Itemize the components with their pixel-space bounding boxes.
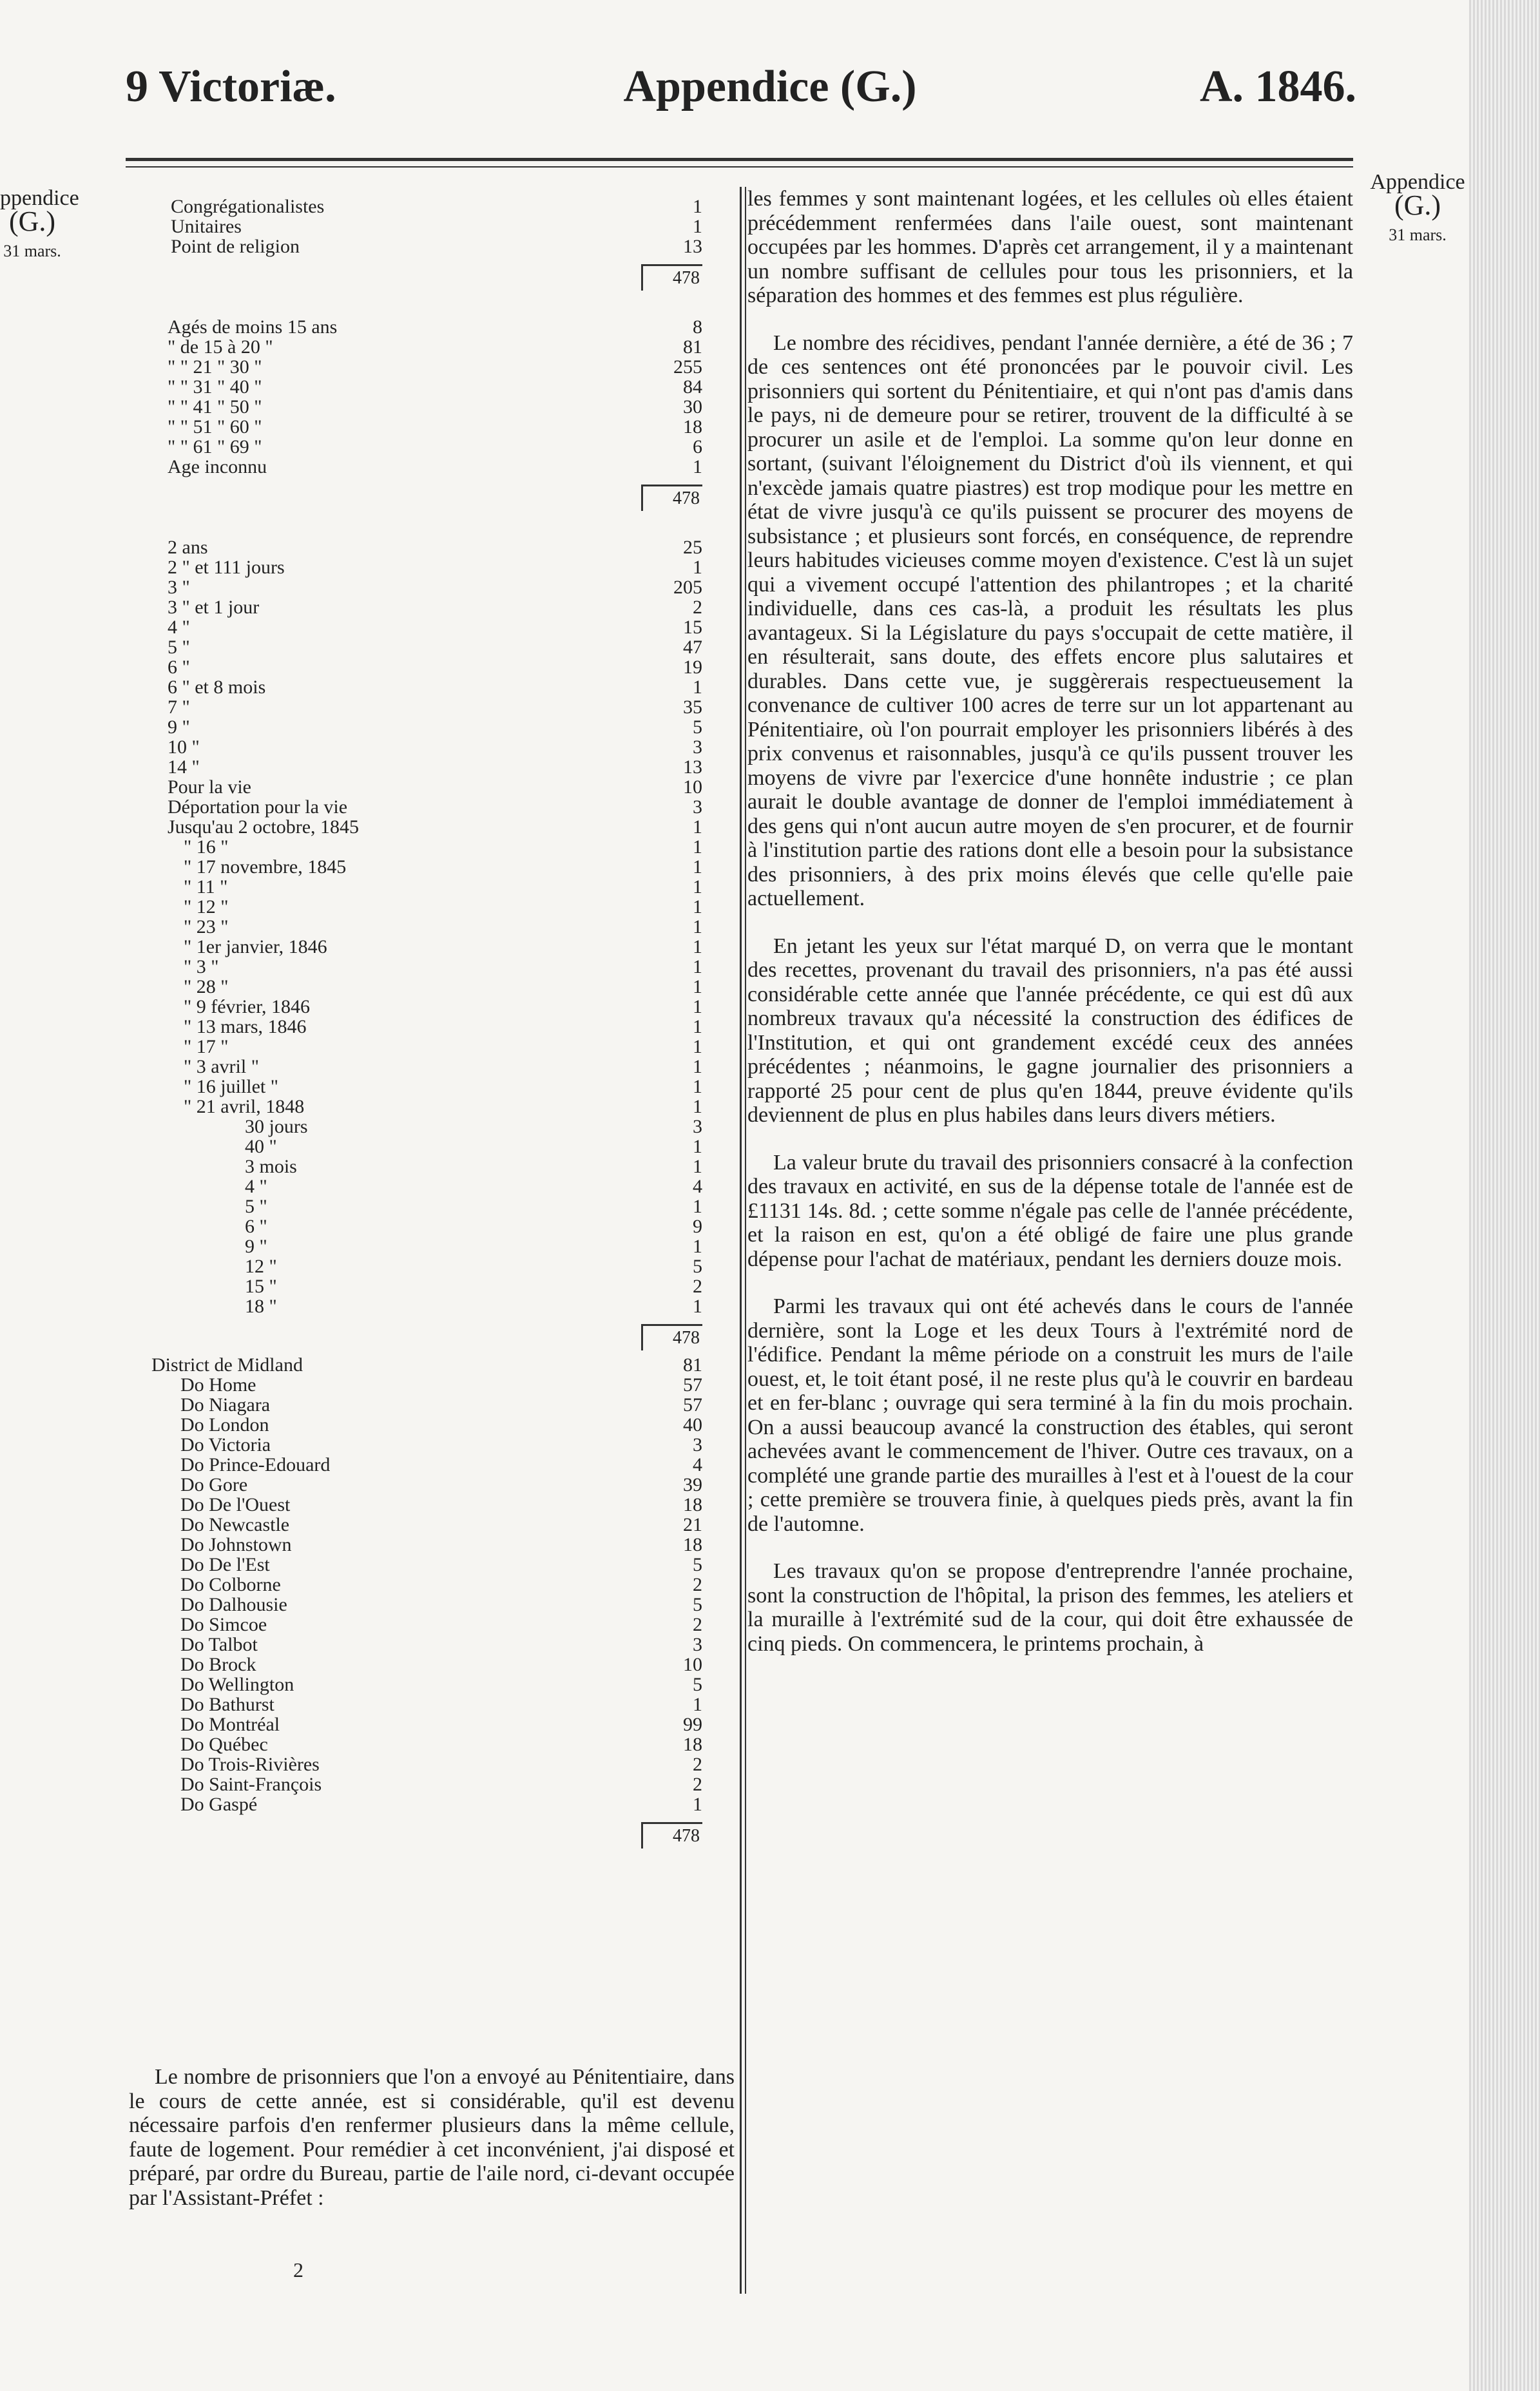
row-label: Do De l'Ouest (180, 1494, 291, 1515)
row-label: Do Gore (180, 1474, 248, 1495)
header-right: A. 1846. (1199, 62, 1356, 111)
row-label: 12 " (245, 1256, 277, 1277)
row-label: Pour la vie (168, 776, 251, 798)
table-row (148, 677, 702, 697)
row-label: " 16 " (184, 836, 229, 858)
row-label: Déportation pour la vie (168, 796, 348, 818)
row-value: 5 (693, 1256, 702, 1277)
row-value: 2 (693, 1754, 702, 1775)
row-label: 40 " (245, 1136, 277, 1157)
row-label: Age inconnu (168, 456, 267, 477)
row-value: 255 (673, 356, 702, 378)
row-label: Do Newcastle (180, 1514, 290, 1535)
row-label: Do Trois-Rivières (180, 1754, 320, 1775)
row-value: 35 (683, 696, 702, 718)
row-value: 1 (693, 1036, 702, 1057)
row-label: " 21 avril, 1848 (184, 1096, 305, 1117)
page-number: 2 (293, 2258, 303, 2281)
row-value: 15 (683, 617, 702, 638)
margin-note-right-date: 31 mars. (1389, 226, 1447, 244)
row-label: 7 " (168, 696, 190, 718)
row-label: Do Simcoe (180, 1614, 267, 1635)
row-value: 99 (683, 1714, 702, 1735)
row-label: Do Johnstown (180, 1534, 292, 1555)
table-row (148, 417, 702, 437)
left-paragraph: Le nombre de prisonniers que l'on a envoyé au Pénitentiaire, dans le cours de cette année, est si considérable, qu'il est devenu nécessaire parfois d'en renfermer plusieurs dans la même cellule, faute de logement. Pour remédier à cet inconvénient, j'ai disposé et préparé, par ordre du Bureau, partie de l'aile nord, ci-devant occupée par l'Assistant-Préfet : (129, 2065, 735, 2210)
row-label: " 13 mars, 1846 (184, 1016, 307, 1037)
row-value: 1 (693, 816, 702, 838)
row-label: " 16 juillet " (184, 1076, 278, 1097)
row-value: 1 (693, 896, 702, 917)
table-row (148, 1495, 702, 1515)
row-value: 4 (693, 1454, 702, 1475)
row-label: 3 mois (245, 1156, 297, 1177)
row-value: 10 (683, 776, 702, 798)
table-row (148, 1535, 702, 1555)
table-row (148, 617, 702, 637)
table-row (148, 557, 702, 577)
row-value: 3 (693, 1116, 702, 1137)
table-row (148, 1296, 702, 1316)
row-value: 2 (693, 1276, 702, 1297)
row-label: " 11 " (184, 876, 228, 898)
table-row (148, 597, 702, 617)
row-label: " 1er janvier, 1846 (184, 936, 327, 957)
paragraph-4: La valeur brute du travail des prisonniers consacré à la confection des travaux en activité, en sus de la dépense totale de l'année est de £1131 14s. 8d. ; cette somme n'égale pas celle de l'année précédente, et la raison en est, qu'on a été obligé de faire une plus grande dépense pour l'achat de matériaux, pendant les derniers douze mois. (747, 1150, 1353, 1271)
table-row (148, 457, 702, 477)
table-row (148, 1635, 702, 1655)
row-value: 1 (693, 1136, 702, 1157)
row-value: 1 (693, 876, 702, 898)
table-row (148, 697, 702, 717)
table-row (148, 757, 702, 777)
row-label: " 9 février, 1846 (184, 996, 310, 1017)
row-label: Do Home (180, 1374, 256, 1396)
table-row (148, 1057, 702, 1077)
table-row (148, 797, 702, 817)
table-row (148, 1695, 702, 1714)
margin-note-right-line1: Appendice (1370, 170, 1465, 194)
row-label: Do De l'Est (180, 1554, 270, 1575)
table-row (148, 1435, 702, 1455)
row-value: 10 (683, 1654, 702, 1675)
row-label: 30 jours (245, 1116, 308, 1137)
ages-section (148, 317, 702, 477)
row-value: 25 (683, 537, 702, 558)
table-row (148, 737, 702, 757)
row-label: " 28 " (184, 976, 229, 997)
row-value: 18 (683, 1734, 702, 1755)
row-label: 5 " (168, 637, 190, 658)
row-value: 4 (693, 1176, 702, 1197)
row-value: 1 (693, 1076, 702, 1097)
table-row (148, 997, 702, 1017)
row-value: 5 (693, 1554, 702, 1575)
row-value: 81 (683, 1354, 702, 1376)
table-row (148, 1555, 702, 1575)
row-value: 1 (693, 1236, 702, 1257)
table-row (148, 377, 702, 397)
districts-section (148, 1355, 702, 1814)
table-row (148, 1196, 702, 1216)
table-row (148, 1256, 702, 1276)
table-row (148, 1415, 702, 1435)
table-row (148, 197, 702, 216)
header-rule-thin (126, 166, 1353, 168)
row-value: 3 (693, 1434, 702, 1455)
row-value: 18 (683, 1494, 702, 1515)
table-row (148, 1794, 702, 1814)
table-row (148, 1117, 702, 1137)
row-label: " " 31 " 40 " (168, 376, 262, 398)
row-label: " 3 " (184, 956, 219, 977)
row-label: District de Midland (151, 1354, 303, 1376)
table-row (148, 577, 702, 597)
row-value: 9 (693, 1216, 702, 1237)
table-row (148, 1017, 702, 1037)
table-row (148, 1675, 702, 1695)
row-label: 6 " et 8 mois (168, 677, 266, 698)
margin-note-left-line1: ppendice (0, 186, 79, 210)
row-value: 30 (683, 396, 702, 418)
table-row (148, 1097, 702, 1117)
table-row (148, 1236, 702, 1256)
table-row (148, 937, 702, 957)
row-label: 15 " (245, 1276, 277, 1297)
row-label: 9 " (168, 716, 190, 738)
row-label: Do Talbot (180, 1634, 258, 1655)
row-label: " 17 novembre, 1845 (184, 856, 347, 878)
margin-note-left-date: 31 mars. (3, 242, 61, 260)
row-label: " " 21 " 30 " (168, 356, 262, 378)
table-row (148, 1615, 702, 1635)
row-value: 84 (683, 376, 702, 398)
table-row (148, 657, 702, 677)
row-label: 5 " (245, 1196, 267, 1217)
row-value: 5 (693, 1594, 702, 1615)
row-label: " 12 " (184, 896, 229, 917)
row-value: 1 (693, 1016, 702, 1037)
religion-total: 478 (641, 264, 702, 291)
paragraph-2: Le nombre des récidives, pendant l'année dernière, a été de 36 ; 7 de ces sentences ont été prononcées par le pouvoir civil. Les prisonniers qui sortent du Pénitentiaire, et qui n'ont pas d'amis dans le pays, ni de demeure pour se retirer, trouvent de la difficulté à se procurer un asile et de l'emploi. La somme qu'on leur donne en sortant, (suivant l'éloignement du District d'où ils viennent, et qui n'excède jamais quatre piastres) est trop modique pour les mettre en état de vivre jusqu'à ce qu'ils puissent se procurer des moyens de subsistance ; et plusieurs sont forcés, en conséquence, de reprendre leurs habitudes vicieuses comme moyen d'existence. C'est là un sujet qui a vivement occupé l'attention des philantropes ; et la charité individuelle, dans ces cas-là, a produit les résultats les plus avantageux. Si la Législature du pays s'occupait de cette matière, il en résulterait, sans doute, des effets encore plus salutaires et durables. Dans cette vue, je suggèrerais respectueusement la convenance de cultiver 100 acres de terre sur un lot appartenant au Pénitentiaire, où l'on pourrait employer les prisonniers libérés à des prix convenus et raisonnables, jusqu'à ce qu'ils pussent trouver les moyens de vivre par l'exercice d'une honnête industrie ; ce plan aurait le double avantage de donner de l'emploi immédiatement à des gens qui n'ont aucun autre moyen de s'en procurer, et de fournir à l'institution partie des rations dont elle a besoin pour la subsistance des prisonniers, à des prix moins élevés que celle qu'elle paie actuellement. (747, 331, 1353, 910)
row-label: Do Colborne (180, 1574, 281, 1595)
row-value: 3 (693, 796, 702, 818)
sentences-total-row (148, 1316, 702, 1355)
row-label: Do Brock (180, 1654, 256, 1675)
row-label: Do London (180, 1414, 269, 1436)
row-value: 5 (693, 716, 702, 738)
row-value: 1 (693, 1794, 702, 1815)
row-label: 3 " et 1 jour (168, 597, 260, 618)
table-row (148, 957, 702, 977)
row-value: 1 (693, 1296, 702, 1317)
row-label: 6 " (245, 1216, 267, 1237)
table-row (148, 317, 702, 337)
table-row (148, 397, 702, 417)
row-label: 2 " et 111 jours (168, 557, 285, 578)
religion-section (148, 197, 702, 256)
row-label: Agés de moins 15 ans (168, 316, 338, 338)
row-value: 13 (683, 236, 702, 257)
row-value: 21 (683, 1514, 702, 1535)
row-label: Do Bathurst (180, 1694, 274, 1715)
row-value: 1 (693, 856, 702, 878)
paragraph-3: En jetant les yeux sur l'état marqué D, on verra que le montant des recettes, provenant du travail des prisonniers, n'a pas été aussi considérable cette année que l'année précédente, ce qui est dû aux nombreux travaux qu'a nécessité la construction des édifices de l'Institution, et qui ont grandement excédé ceux des années précédentes ; néanmoins, le gagne journalier des prisonniers a rapporté 25 pour cent de plus qu'en 1844, preuve évidente qu'ils deviennent de plus en plus habiles dans leurs divers métiers. (747, 934, 1353, 1127)
row-label: 10 " (168, 736, 200, 758)
row-label: 4 " (245, 1176, 267, 1197)
row-value: 39 (683, 1474, 702, 1495)
paragraph-5: Parmi les travaux qui ont été achevés dans le cours de l'année dernière, sont la Loge et les deux Tours à l'extrémité nord de l'édifice. Pendant la même période on a construit les murs de l'aile ouest, et, le toit étant posé, il ne reste plus qu'à le couvrir en bardeau et en fer-blanc ; ouvrage qui sera terminé à la fin du mois prochain. On a aussi beaucoup avancé la construction des étables, qui seront achevées avant le commencement de l'hiver. Outre ces travaux, on a complété une grande partie des murailles à l'est et à l'ouest de la cour ; cette première se trouvera finie, à quelques pieds près, avant la fin de l'automne. (747, 1294, 1353, 1536)
table-row (148, 1157, 702, 1176)
row-value: 205 (673, 577, 702, 598)
row-label: Congrégationalistes (171, 196, 325, 217)
row-value: 1 (693, 836, 702, 858)
table-row (148, 437, 702, 457)
row-value: 1 (693, 936, 702, 957)
row-value: 57 (683, 1374, 702, 1396)
row-value: 1 (693, 1096, 702, 1117)
table-row (148, 857, 702, 877)
districts-total-row (148, 1814, 702, 1853)
table-row (148, 837, 702, 857)
table-row (148, 216, 702, 236)
left-column-text (129, 2065, 735, 2210)
row-label: Do Niagara (180, 1394, 271, 1416)
row-value: 3 (693, 736, 702, 758)
row-label: Point de religion (171, 236, 300, 257)
table-row (148, 1375, 702, 1395)
table-row (148, 1575, 702, 1595)
table-row (148, 1515, 702, 1535)
scan-edge-shade (1469, 0, 1540, 2391)
row-label: Do Wellington (180, 1674, 294, 1695)
row-label: Do Gaspé (180, 1794, 258, 1815)
row-value: 2 (693, 1774, 702, 1795)
row-label: " " 61 " 69 " (168, 436, 262, 457)
row-label: Do Dalhousie (180, 1594, 287, 1615)
row-value: 1 (693, 1156, 702, 1177)
ages-total: 478 (641, 485, 702, 511)
table-row (148, 1655, 702, 1675)
row-value: 1 (693, 456, 702, 477)
districts-total: 478 (641, 1822, 702, 1848)
row-value: 13 (683, 756, 702, 778)
row-value: 6 (693, 436, 702, 457)
table-row (148, 236, 702, 256)
paragraph-1: les femmes y sont maintenant logées, et les cellules où elles étaient précédemment renfermées dans l'aile ouest, sont maintenant occupées par les hommes. D'après cet arrangement, il y a maintenant un nombre suffisant de cellules pour tous les prisonniers, et la séparation des hommes et des femmes est plus régulière. (747, 187, 1353, 307)
table-row (148, 897, 702, 917)
row-value: 1 (693, 677, 702, 698)
row-label: 6 " (168, 657, 190, 678)
row-value: 1 (693, 196, 702, 217)
table-row (148, 877, 702, 897)
header-left: 9 Victoriæ. (126, 62, 336, 111)
row-value: 40 (683, 1414, 702, 1436)
table-row (148, 1037, 702, 1057)
row-value: 1 (693, 216, 702, 237)
row-label: " de 15 à 20 " (168, 336, 273, 358)
sentences-total: 478 (641, 1324, 702, 1350)
row-value: 18 (683, 416, 702, 437)
sentences-section (148, 537, 702, 1316)
paragraph-6: Les travaux qu'on se propose d'entreprendre l'année prochaine, sont la construction de l'hôpital, la prison des femmes, les ateliers et la muraille à l'extrémité sud de la cour, qui doit être exhaussée de cinq pieds. On commencera, le printems prochain, à (747, 1559, 1353, 1656)
row-value: 1 (693, 1056, 702, 1077)
margin-note-right (1363, 171, 1472, 247)
header-rule (126, 158, 1353, 161)
table-row (148, 1216, 702, 1236)
row-label: " 23 " (184, 916, 229, 937)
religion-total-row (148, 256, 702, 295)
table-row (148, 717, 702, 737)
row-value: 5 (693, 1674, 702, 1695)
margin-note-left (0, 186, 79, 263)
row-value: 1 (693, 996, 702, 1017)
row-label: 18 " (245, 1296, 277, 1317)
row-label: " " 41 " 50 " (168, 396, 262, 418)
row-value: 81 (683, 336, 702, 358)
table-row (148, 1595, 702, 1615)
table-row (148, 1774, 702, 1794)
row-label: Do Saint-François (180, 1774, 322, 1795)
table-row (148, 1734, 702, 1754)
row-label: 14 " (168, 756, 200, 778)
table-row (148, 977, 702, 997)
column-divider (740, 187, 742, 2294)
table-row (148, 1176, 702, 1196)
row-label: 4 " (168, 617, 190, 638)
row-label: Do Victoria (180, 1434, 271, 1455)
row-value: 1 (693, 1196, 702, 1217)
row-label: 9 " (245, 1236, 267, 1257)
statistics-table (148, 197, 702, 1853)
row-value: 19 (683, 657, 702, 678)
row-value: 1 (693, 976, 702, 997)
row-label: 3 " (168, 577, 190, 598)
row-label: Do Montréal (180, 1714, 280, 1735)
row-value: 2 (693, 1614, 702, 1635)
row-value: 3 (693, 1634, 702, 1655)
row-label: " " 51 " 60 " (168, 416, 262, 437)
row-value: 1 (693, 557, 702, 578)
row-label: Do Prince-Edouard (180, 1454, 331, 1475)
row-label: 2 ans (168, 537, 208, 558)
ages-total-row (148, 477, 702, 515)
row-value: 18 (683, 1534, 702, 1555)
row-value: 2 (693, 1574, 702, 1595)
row-label: " 17 " (184, 1036, 229, 1057)
table-row (148, 1276, 702, 1296)
row-label: " 3 avril " (184, 1056, 259, 1077)
table-row (148, 917, 702, 937)
column-divider-thin (745, 187, 746, 2294)
row-value: 1 (693, 956, 702, 977)
table-row (148, 337, 702, 357)
row-value: 1 (693, 916, 702, 937)
right-column-text (747, 187, 1353, 1679)
table-row (148, 1395, 702, 1415)
table-row (148, 1754, 702, 1774)
table-row (148, 777, 702, 797)
table-row (148, 1475, 702, 1495)
table-row (148, 537, 702, 557)
table-row (148, 1355, 702, 1375)
table-row (148, 1455, 702, 1475)
table-row (148, 1137, 702, 1157)
row-label: Jusqu'au 2 octobre, 1845 (168, 816, 360, 838)
table-row (148, 357, 702, 377)
row-label: Do Québec (180, 1734, 268, 1755)
table-row (148, 637, 702, 657)
margin-note-left-letter: (G.) (8, 206, 56, 237)
table-row (148, 1714, 702, 1734)
row-value: 8 (693, 316, 702, 338)
margin-note-right-letter: (G.) (1394, 189, 1441, 221)
row-label: Unitaires (171, 216, 242, 237)
row-value: 2 (693, 597, 702, 618)
header-center: Appendice (G.) (623, 62, 917, 111)
row-value: 1 (693, 1694, 702, 1715)
row-value: 57 (683, 1394, 702, 1416)
table-row (148, 1077, 702, 1097)
table-row (148, 817, 702, 837)
row-value: 47 (683, 637, 702, 658)
